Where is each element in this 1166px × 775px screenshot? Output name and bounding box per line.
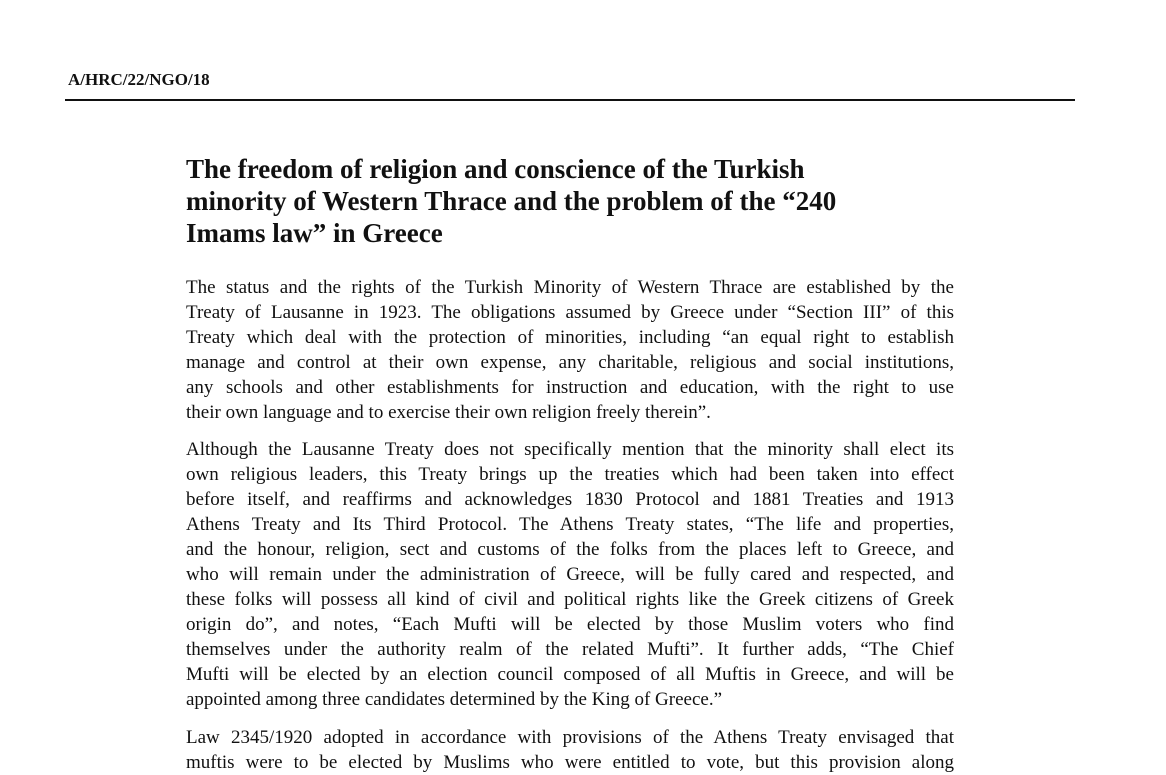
paragraph-line: Athens Treaty and Its Third Protocol. The Athens Treaty states, “The life and properties, (186, 514, 954, 535)
paragraph-line: themselves under the authority realm of the related Mufti”. It further adds, “The Chief (186, 639, 954, 660)
document-title (186, 153, 954, 249)
document-symbol: A/HRC/22/NGO/18 (68, 70, 210, 89)
title-line: The freedom of religion and conscience of the Turkish (186, 154, 805, 184)
title-line: Imams law” in Greece (186, 218, 443, 248)
paragraph-line: Although the Lausanne Treaty does not specifically mention that the minority shall elect its (186, 439, 954, 460)
paragraph-line: and the honour, religion, sect and customs of the folks from the places left to Greece, and (186, 539, 954, 560)
paragraph-line: The status and the rights of the Turkish Minority of Western Thrace are established by the (186, 277, 954, 298)
document-body (186, 153, 954, 775)
title-line: minority of Western Thrace and the problem of the “240 (186, 186, 837, 216)
paragraph-line: who will remain under the administration of Greece, will be fully cared and respected, and (186, 564, 954, 585)
paragraph-line: their own language and to exercise their own religion freely therein”. (186, 402, 711, 423)
paragraph-line: appointed among three candidates determined by the King of Greece.” (186, 689, 723, 710)
paragraph-line: own religious leaders, this Treaty brings up the treaties which had been taken into effect (186, 464, 954, 485)
paragraph-line: muftis were to be elected by Muslims who were entitled to vote, but this provision along (186, 752, 954, 773)
paragraph-line: Mufti will be elected by an election council composed of all Muftis in Greece, and will be (186, 664, 954, 685)
paragraph-3 (186, 725, 954, 775)
paragraph-line: these folks will possess all kind of civil and political rights like the Greek citizens of Greek (186, 589, 954, 610)
paragraph-1 (186, 275, 954, 425)
paragraph-line: manage and control at their own expense, any charitable, religious and social institutions, (186, 352, 954, 373)
paragraph-line: Treaty which deal with the protection of minorities, including “an equal right to establish (186, 327, 954, 348)
header-divider (65, 99, 1075, 101)
paragraph-line: origin do”, and notes, “Each Mufti will be elected by those Muslim voters who find (186, 614, 954, 635)
paragraph-line: before itself, and reaffirms and acknowledges 1830 Protocol and 1881 Treaties and 1913 (186, 489, 954, 510)
paragraph-line: Treaty of Lausanne in 1923. The obligations assumed by Greece under “Section III” of this (186, 302, 954, 323)
paragraph-2 (186, 437, 954, 712)
paragraph-line: Law 2345/1920 adopted in accordance with provisions of the Athens Treaty envisaged that (186, 727, 954, 748)
paragraph-line: any schools and other establishments for instruction and education, with the right to use (186, 377, 954, 398)
